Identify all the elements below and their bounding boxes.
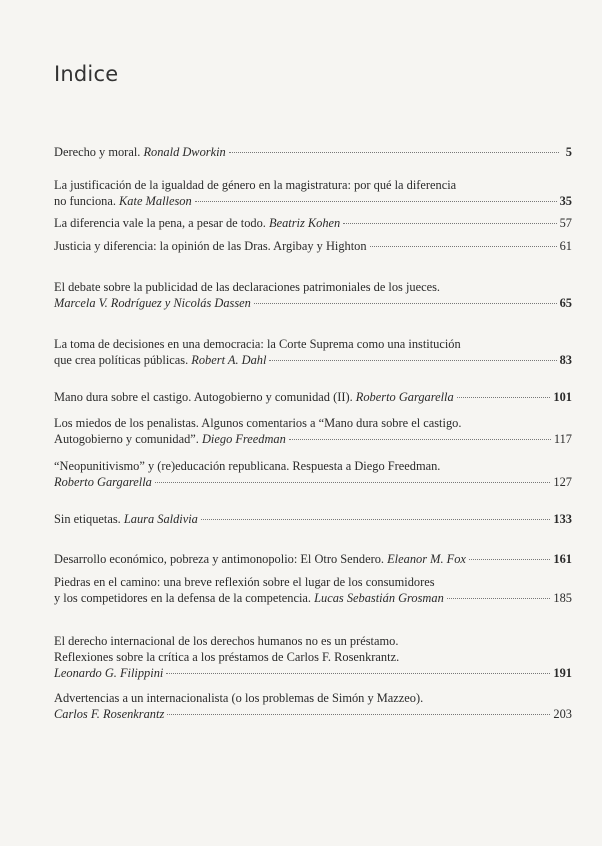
toc-entry-line [54,295,572,311]
toc-entry-page-number: 61 [559,239,572,253]
toc-entry-page-number: 57 [559,216,572,230]
toc-entry-page-number: 117 [553,432,572,446]
toc-entry [54,177,572,209]
toc-entry-title: Justicia y diferencia: la opinión de las Dras. Argibay y Highton [54,239,367,253]
toc-entry-author: Lucas Sebastián Grosman [314,591,444,605]
toc-entry-author: Laura Saldivia [123,512,198,526]
dot-leader [370,246,557,247]
dot-leader [166,673,550,674]
page-title: Indice [54,62,119,86]
toc-entry-page-number: 35 [559,194,572,208]
toc-entry [54,633,572,681]
toc-entry-page-number: 5 [565,145,572,159]
toc-entry-title: que crea políticas públicas. [54,353,189,367]
toc-entry-title-line: Piedras en el camino: una breve reflexión sobre el lugar de los consumidores [54,575,435,589]
toc-entry-page-number: 65 [559,296,572,310]
toc-entry-line [54,238,572,254]
dot-leader [229,152,559,153]
toc-entry-title: Derecho y moral. [54,145,141,159]
toc-entry-line [54,431,572,447]
toc-entry-title: Mano dura sobre el castigo. Autogobierno y comunidad (II). [54,390,353,404]
toc-entry-author: Eleanor M. Fox [387,552,466,566]
toc-entry-author: Beatriz Kohen [269,216,341,230]
toc-entry-page-number: 101 [553,390,572,404]
toc-entry-title: La diferencia vale la pena, a pesar de todo. [54,216,266,230]
toc-entry-line [54,215,572,231]
toc-entry-line [54,474,572,490]
dot-leader [469,559,551,560]
toc-entry-title: y los competidores en la defensa de la competencia. [54,591,312,605]
dot-leader [155,482,551,483]
dot-leader [269,360,556,361]
toc-entry [54,238,572,254]
toc-entry-title-line: Los miedos de los penalistas. Algunos comentarios a “Mano dura sobre el castigo. [54,416,462,430]
toc-entry-title: Autogobierno y comunidad”. [54,432,199,446]
toc-entry-line [54,590,572,606]
toc-entry-page-number: 191 [553,666,572,680]
dot-leader [457,397,551,398]
toc-entry-line [54,389,572,405]
toc-entry-author: Robert A. Dahl [191,353,267,367]
toc-entry-author: Marcela V. Rodríguez y Nicolás Dassen [54,296,251,310]
toc-entry-title: no funciona. [54,194,116,208]
toc-entry [54,336,572,368]
toc-entry [54,458,572,490]
toc-entry [54,511,572,527]
toc-entry [54,215,572,231]
toc-entry-line [54,665,572,681]
toc-entry-author: Roberto Gargarella [355,390,454,404]
toc-entry [54,690,572,722]
toc-entry-page-number: 203 [553,707,572,721]
dot-leader [195,201,557,202]
dot-leader [343,223,556,224]
toc-entry-line [54,144,572,160]
toc-entry-line [54,352,572,368]
toc-entry [54,279,572,311]
toc-entry-author: Carlos F. Rosenkrantz [54,707,165,721]
toc-entry-title-line: “Neopunitivismo” y (re)educación republicana. Respuesta a Diego Freedman. [54,459,441,473]
toc-entry-title-line: Advertencias a un internacionalista (o los problemas de Simón y Mazzeo). [54,691,424,705]
toc-entry-line [54,193,572,209]
toc-entry-title: Desarrollo económico, pobreza y antimonopolio: El Otro Sendero. [54,552,384,566]
dot-leader [289,439,551,440]
dot-leader [167,714,550,715]
toc-entry-title-line: Reflexiones sobre la crítica a los préstamos de Carlos F. Rosenkrantz. [54,650,400,664]
toc-entry-author: Kate Malleson [119,194,192,208]
toc-entry-page-number: 83 [559,353,572,367]
toc-entry-line [54,551,572,567]
toc-entry [54,144,572,160]
dot-leader [254,303,557,304]
dot-leader [447,598,551,599]
toc-entry [54,574,572,606]
toc-entry-page-number: 127 [553,475,572,489]
toc-entry [54,551,572,567]
toc-entry-title: Sin etiquetas. [54,512,121,526]
toc-entry-author: Diego Freedman [201,432,286,446]
toc-entry-author: Ronald Dworkin [143,145,226,159]
toc-entry-title-line: El derecho internacional de los derechos humanos no es un préstamo. [54,634,399,648]
toc-entry-title-line: El debate sobre la publicidad de las declaraciones patrimoniales de los jueces. [54,280,441,294]
toc-entry [54,415,572,447]
toc-entry-author: Leonardo G. Filippini [54,666,164,680]
toc-entry-page-number: 185 [553,591,572,605]
toc-entry-line [54,511,572,527]
toc-entry-title-line: La toma de decisiones en una democracia: la Corte Suprema como una institución [54,337,461,351]
dot-leader [201,519,551,520]
toc-entry-page-number: 161 [553,552,572,566]
toc-entry-title-line: La justificación de la igualdad de género en la magistratura: por qué la diferencia [54,178,457,192]
toc-entry-author: Roberto Gargarella [54,475,152,489]
toc-entry-page-number: 133 [553,512,572,526]
toc-entry-line [54,706,572,722]
toc-entry [54,389,572,405]
